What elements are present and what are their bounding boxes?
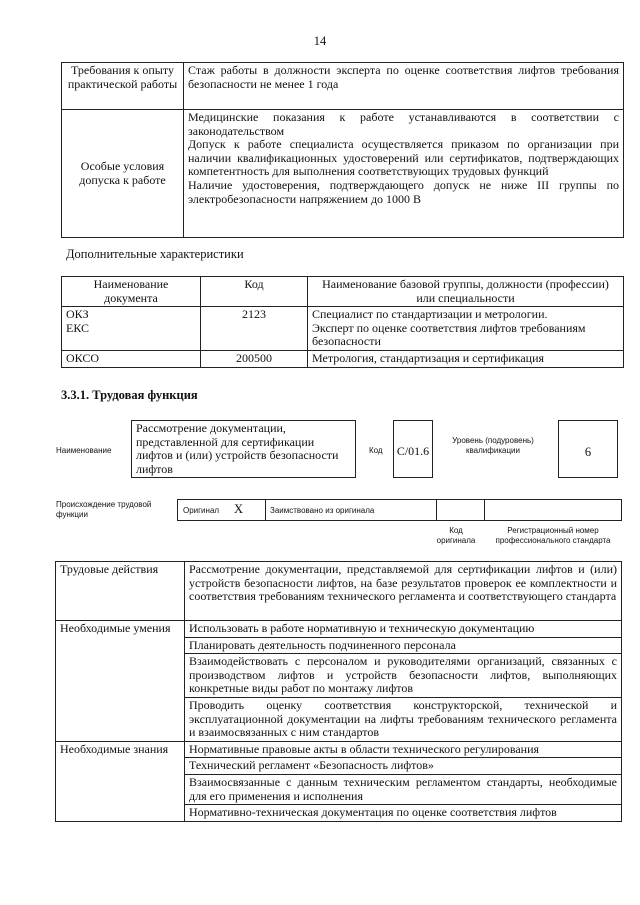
admission-certificate: Наличие удостоверения, подтверждающего допуск не ниже III группы по электробезопасности напряжением до 1000 В: [188, 177, 619, 206]
function-details-table: [55, 561, 622, 822]
requirements-table: [61, 62, 624, 238]
skill-item: Проводить оценку соответствия конструкторской, технической и эксплуатационной документации на лифты требованиям технического регламента и взаимосвязанных с ним стандартов: [185, 697, 622, 741]
characteristics-table: [61, 276, 624, 368]
knowledge-label: Необходимые знания: [56, 741, 185, 821]
col-header-name: Наименование базовой группы, должности (профессии) или специальности: [308, 277, 624, 307]
function-name-box: [131, 420, 356, 478]
knowledge-item: Технический регламент «Безопасность лифтов»: [185, 758, 622, 775]
experience-label: Требования к опыту практической работы: [62, 63, 184, 110]
table-row: [62, 110, 624, 238]
origin-label: Происхождение трудовой функции: [56, 500, 152, 519]
actions-value: Рассмотрение документации, представляемой для сертификации лифтов и (или) устройств безопасности лифтов, на базе результатов проверок ее комплектности и соответствия требованиям технического регламента и соответствующего стандарта: [185, 562, 622, 621]
code-2123: 2123: [201, 307, 308, 351]
table-row: [62, 277, 624, 307]
col-header-code: Код: [201, 277, 308, 307]
skills-label: Необходимые умения: [56, 621, 185, 742]
knowledge-item: Нормативные правовые акты в области технического регулирования: [185, 741, 622, 758]
section-title: 3.3.1. Трудовая функция: [61, 388, 198, 402]
reg-number-label: Регистрационный номер профессионального стандарта: [495, 526, 611, 545]
function-code: C/01.6: [396, 444, 430, 458]
admission-label: Особые условия допуска к работе: [62, 110, 184, 238]
divider: [436, 499, 437, 521]
function-name: Рассмотрение документации, представленной для сертификации лифтов и (или) устройств безопасности лифтов: [136, 421, 339, 476]
admission-order: Допуск к работе специалиста осуществляется приказом по организации при наличии квалификационных удостоверений или сертификатов, подтверждающих компетентность для выполнения соответствующих трудовых функций: [188, 137, 619, 179]
skill-item: Взаимодействовать с персоналом и руководителями организаций, связанных с производством лифтов и устройств безопасности лифтов, выполняющих конкретные виды работ по монтажу лифтов: [185, 654, 622, 698]
borrowed-label: Заимствовано из оригинала: [270, 506, 375, 515]
divider: [265, 499, 266, 521]
table-row: [62, 307, 624, 351]
name-specialist: Специалист по стандартизации и метрологии.: [312, 307, 548, 322]
original-label: Оригинал: [183, 506, 220, 515]
knowledge-item: Нормативно-техническая документация по оценке соответствия лифтов: [185, 805, 622, 822]
table-row: [62, 350, 624, 367]
function-code-box: [393, 420, 433, 478]
origin-row: [177, 499, 622, 521]
level-box: [558, 420, 618, 478]
code-label: Код: [369, 446, 383, 455]
doc-okz: ОКЗ: [66, 307, 89, 322]
level-label: Уровень (подуровень) квалификации: [452, 436, 534, 455]
extra-title: Дополнительные характеристики: [66, 247, 244, 261]
actions-label: Трудовые действия: [56, 562, 185, 621]
name-label: Наименование: [56, 446, 112, 455]
table-row: [56, 741, 622, 758]
original-mark: X: [234, 502, 244, 516]
doc-okso: ОКСО: [62, 350, 201, 367]
admission-medical: Медицинские показания к работе устанавливаются в соответствии с законодательством: [188, 110, 619, 138]
level-value: 6: [584, 445, 592, 459]
table-row: [56, 562, 622, 621]
name-metrology: Метрология, стандартизация и сертификация: [308, 350, 624, 367]
code-200500: 200500: [201, 350, 308, 367]
doc-eks: ЕКС: [66, 320, 90, 335]
name-expert: Эксперт по оценке соответствия лифтов требованиям безопасности: [312, 320, 586, 349]
divider: [484, 499, 485, 521]
code-original-label: Код оригинала: [436, 526, 476, 545]
skill-item: Планировать деятельность подчиненного персонала: [185, 637, 622, 654]
col-header-document: Наименование документа: [62, 277, 201, 307]
page-number: 14: [313, 34, 327, 48]
experience-value: Стаж работы в должности эксперта по оценке соответствия лифтов требования безопасности не менее 1 года: [184, 63, 624, 110]
knowledge-item: Взаимосвязанные с данным техническим регламентом стандарты, необходимые для его применения и исполнения: [185, 774, 622, 804]
skill-item: Использовать в работе нормативную и техническую документацию: [185, 621, 622, 638]
table-row: [62, 63, 624, 110]
table-row: [56, 621, 622, 638]
